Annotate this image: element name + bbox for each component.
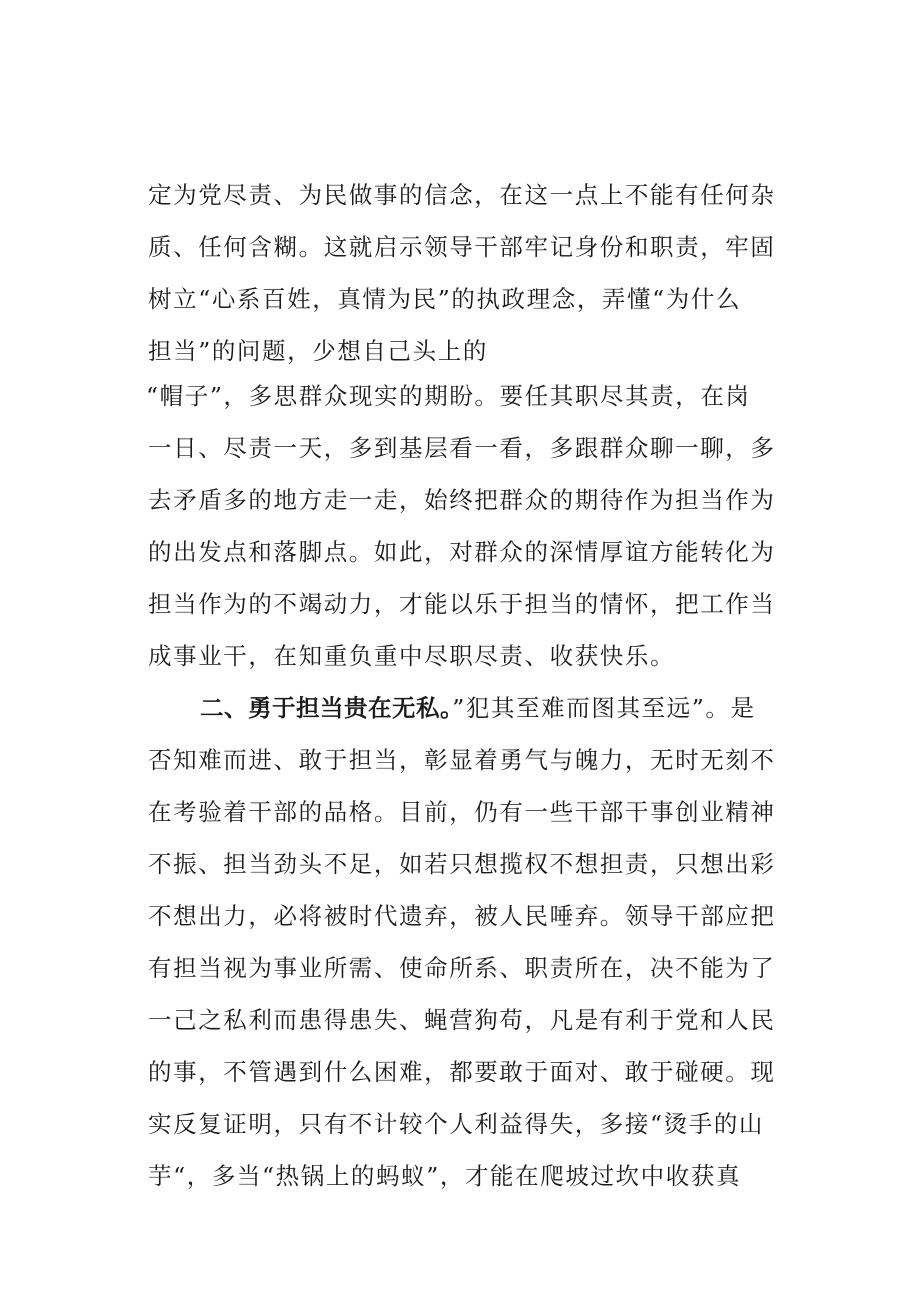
body-line: 的事，不管遇到什么困难，都要敢于面对、敢于碰硬。现 (148, 1058, 776, 1086)
body-line: 在考验着干部的品格。目前，仍有一些干部干事创业精神 (148, 798, 776, 826)
body-line: 定为党尽责、为民做事的信念，在这一点上不能有任何杂 (148, 181, 776, 209)
body-line: 不振、担当劲头不足，如若只想揽权不想担责，只想出彩 (148, 850, 776, 878)
body-line: 一日、尽责一天，多到基层看一看，多跟群众聊一聊，多 (148, 434, 776, 462)
body-line: 去矛盾多的地方走一走，始终把群众的期待作为担当作为 (148, 486, 776, 514)
section-quote: ”犯其至难而图其至远”。是 (452, 694, 756, 722)
body-line: 否知难而进、敢于担当，彰显着勇气与魄力，无时无刻不 (148, 746, 776, 774)
body-line: 的出发点和落脚点。如此，对群众的深情厚谊方能转化为 (148, 538, 776, 566)
body-line: 质、任何含糊。这就启示领导干部牢记身份和职责，牢固 (148, 233, 776, 261)
body-line: “帽子”，多思群众现实的期盼。要任其职尽其责，在岗 (146, 382, 751, 410)
section-heading: 二、勇于担当贵在无私。 (200, 694, 453, 722)
body-line: 不想出力，必将被时代遗弃，被人民唾弃。领导干部应把 (148, 902, 776, 930)
body-line: 树立“心系百姓，真情为民”的执政理念，弄懂“为什么 (148, 285, 742, 313)
body-line: 担当作为的不竭动力，才能以乐于担当的情怀，把工作当 (148, 590, 776, 618)
body-line: 实反复证明，只有不计较个人利益得失，多接“烫手的山 (148, 1110, 765, 1138)
body-line: 一己之私利而患得患失、蝇营狗苟，凡是有利于党和人民 (148, 1006, 776, 1034)
body-line: 芋“，多当“热锅上的蚂蚁”，才能在爬坡过坎中收获真 (148, 1162, 742, 1190)
body-line: 有担当视为事业所需、使命所系、职责所在，决不能为了 (148, 954, 776, 982)
body-line: 成事业干，在知重负重中尽职尽责、收获快乐。 (148, 642, 676, 670)
section-2-first-line (200, 693, 778, 723)
body-line: 担当”的问题，少想自己头上的 (148, 337, 488, 365)
